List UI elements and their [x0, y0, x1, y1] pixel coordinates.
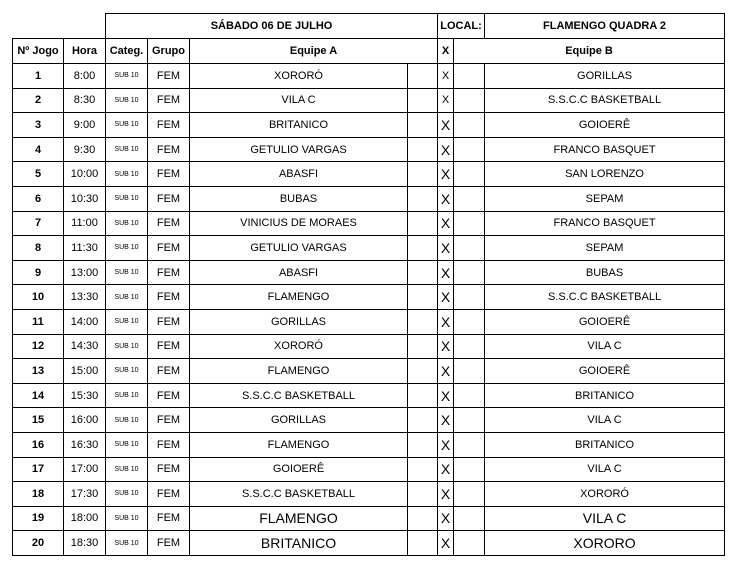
game-category: SUB 10	[106, 432, 148, 457]
team-b: S.S.C.C BASKETBALL	[485, 88, 725, 113]
team-a: FLAMENGO	[190, 506, 408, 531]
versus-mark: X	[438, 408, 454, 433]
game-time: 9:30	[64, 137, 106, 162]
game-number: 3	[13, 113, 64, 138]
game-category: SUB 10	[106, 285, 148, 310]
game-group: FEM	[148, 506, 190, 531]
team-b-score	[454, 186, 485, 211]
game-number: 1	[13, 64, 64, 89]
team-b-score	[454, 113, 485, 138]
team-b-score	[454, 531, 485, 556]
col-grupo: Grupo	[148, 39, 190, 64]
versus-mark: X	[438, 531, 454, 556]
game-time: 17:30	[64, 482, 106, 507]
game-time: 10:00	[64, 162, 106, 187]
game-category: SUB 10	[106, 531, 148, 556]
team-a: BUBAS	[190, 186, 408, 211]
game-number: 16	[13, 432, 64, 457]
game-group: FEM	[148, 64, 190, 89]
team-a: GORILLAS	[190, 309, 408, 334]
table-row	[13, 482, 725, 507]
game-number: 17	[13, 457, 64, 482]
team-a-score	[408, 64, 438, 89]
versus-mark: X	[438, 432, 454, 457]
team-b-score	[454, 236, 485, 261]
team-a-score	[408, 432, 438, 457]
game-category: SUB 10	[106, 113, 148, 138]
team-a: BRITANICO	[190, 113, 408, 138]
team-b-score	[454, 260, 485, 285]
schedule-table	[12, 13, 725, 556]
team-a-score	[408, 482, 438, 507]
col-team-b: Equipe B	[454, 39, 725, 64]
table-row	[13, 531, 725, 556]
game-group: FEM	[148, 88, 190, 113]
game-group: FEM	[148, 359, 190, 384]
team-b: SEPAM	[485, 186, 725, 211]
location-value: FLAMENGO QUADRA 2	[485, 14, 725, 39]
game-group: FEM	[148, 236, 190, 261]
game-category: SUB 10	[106, 334, 148, 359]
versus-mark: X	[438, 506, 454, 531]
game-category: SUB 10	[106, 482, 148, 507]
team-b-score	[454, 64, 485, 89]
column-header-row	[13, 39, 725, 64]
team-a: ABASFI	[190, 260, 408, 285]
table-row	[13, 383, 725, 408]
table-row	[13, 64, 725, 89]
team-a: S.S.C.C BASKETBALL	[190, 482, 408, 507]
game-time: 8:30	[64, 88, 106, 113]
team-b: GOIOERÊ	[485, 359, 725, 384]
team-a-score	[408, 211, 438, 236]
team-b: VILA C	[485, 457, 725, 482]
table-row	[13, 359, 725, 384]
team-b: SEPAM	[485, 236, 725, 261]
game-number: 14	[13, 383, 64, 408]
team-a-score	[408, 137, 438, 162]
game-group: FEM	[148, 531, 190, 556]
versus-mark: X	[438, 137, 454, 162]
team-a: VILA C	[190, 88, 408, 113]
game-number: 7	[13, 211, 64, 236]
versus-mark: X	[438, 186, 454, 211]
versus-mark: X	[438, 211, 454, 236]
team-a: GETULIO VARGAS	[190, 137, 408, 162]
team-a: XORORÓ	[190, 64, 408, 89]
game-category: SUB 10	[106, 137, 148, 162]
game-time: 17:00	[64, 457, 106, 482]
game-group: FEM	[148, 186, 190, 211]
team-a-score	[408, 236, 438, 261]
team-b-score	[454, 334, 485, 359]
table-row	[13, 88, 725, 113]
table-row	[13, 285, 725, 310]
team-a: XORORÓ	[190, 334, 408, 359]
game-group: FEM	[148, 137, 190, 162]
game-group: FEM	[148, 383, 190, 408]
game-group: FEM	[148, 211, 190, 236]
versus-mark: X	[438, 113, 454, 138]
game-group: FEM	[148, 408, 190, 433]
table-row	[13, 211, 725, 236]
team-b-score	[454, 506, 485, 531]
header-blank	[13, 14, 106, 39]
game-category: SUB 10	[106, 64, 148, 89]
game-category: SUB 10	[106, 359, 148, 384]
versus-mark: X	[438, 88, 454, 113]
team-b: XORORÓ	[485, 482, 725, 507]
table-row	[13, 408, 725, 433]
game-time: 15:00	[64, 359, 106, 384]
versus-mark: X	[438, 359, 454, 384]
table-row	[13, 506, 725, 531]
game-time: 9:00	[64, 113, 106, 138]
table-row	[13, 236, 725, 261]
game-group: FEM	[148, 457, 190, 482]
game-group: FEM	[148, 113, 190, 138]
table-row	[13, 137, 725, 162]
game-time: 15:30	[64, 383, 106, 408]
game-group: FEM	[148, 285, 190, 310]
team-a: GETULIO VARGAS	[190, 236, 408, 261]
team-a-score	[408, 88, 438, 113]
game-time: 8:00	[64, 64, 106, 89]
table-row	[13, 162, 725, 187]
team-b-score	[454, 309, 485, 334]
table-row	[13, 334, 725, 359]
game-number: 18	[13, 482, 64, 507]
team-a-score	[408, 383, 438, 408]
game-number: 6	[13, 186, 64, 211]
game-group: FEM	[148, 309, 190, 334]
game-time: 13:30	[64, 285, 106, 310]
versus-mark: X	[438, 309, 454, 334]
team-b: XORORO	[485, 531, 725, 556]
game-number: 15	[13, 408, 64, 433]
team-b: BRITANICO	[485, 432, 725, 457]
team-a-score	[408, 162, 438, 187]
game-category: SUB 10	[106, 162, 148, 187]
team-b: GOIOERÊ	[485, 113, 725, 138]
team-b-score	[454, 432, 485, 457]
versus-mark: X	[438, 162, 454, 187]
col-vs: X	[438, 39, 454, 64]
game-category: SUB 10	[106, 383, 148, 408]
game-time: 18:00	[64, 506, 106, 531]
team-b: FRANCO BASQUET	[485, 211, 725, 236]
team-b: GORILLAS	[485, 64, 725, 89]
game-group: FEM	[148, 482, 190, 507]
team-b: FRANCO BASQUET	[485, 137, 725, 162]
team-a-score	[408, 113, 438, 138]
versus-mark: X	[438, 334, 454, 359]
team-a-score	[408, 359, 438, 384]
game-category: SUB 10	[106, 457, 148, 482]
team-b-score	[454, 383, 485, 408]
game-category: SUB 10	[106, 408, 148, 433]
team-a: BRITANICO	[190, 531, 408, 556]
game-number: 19	[13, 506, 64, 531]
team-b: GOIOERÊ	[485, 309, 725, 334]
team-a-score	[408, 531, 438, 556]
team-b: VILA C	[485, 334, 725, 359]
game-time: 11:30	[64, 236, 106, 261]
game-number: 8	[13, 236, 64, 261]
team-a: VINICIUS DE MORAES	[190, 211, 408, 236]
game-time: 14:00	[64, 309, 106, 334]
team-a-score	[408, 408, 438, 433]
team-b-score	[454, 457, 485, 482]
local-label: LOCAL:	[438, 14, 485, 39]
col-team-a: Equipe A	[190, 39, 438, 64]
game-time: 18:30	[64, 531, 106, 556]
versus-mark: X	[438, 482, 454, 507]
game-time: 14:30	[64, 334, 106, 359]
team-a: S.S.C.C BASKETBALL	[190, 383, 408, 408]
team-b-score	[454, 285, 485, 310]
team-a-score	[408, 457, 438, 482]
game-category: SUB 10	[106, 260, 148, 285]
team-a-score	[408, 334, 438, 359]
game-time: 10:30	[64, 186, 106, 211]
game-group: FEM	[148, 432, 190, 457]
game-number: 2	[13, 88, 64, 113]
table-row	[13, 260, 725, 285]
table-row	[13, 432, 725, 457]
game-category: SUB 10	[106, 506, 148, 531]
team-a: GOIOERÊ	[190, 457, 408, 482]
game-category: SUB 10	[106, 186, 148, 211]
team-b-score	[454, 482, 485, 507]
team-a-score	[408, 309, 438, 334]
game-category: SUB 10	[106, 309, 148, 334]
versus-mark: X	[438, 260, 454, 285]
game-number: 10	[13, 285, 64, 310]
team-a-score	[408, 260, 438, 285]
team-b-score	[454, 162, 485, 187]
game-number: 13	[13, 359, 64, 384]
table-row	[13, 113, 725, 138]
game-category: SUB 10	[106, 88, 148, 113]
versus-mark: X	[438, 457, 454, 482]
game-number: 4	[13, 137, 64, 162]
col-jogo: Nº Jogo	[13, 39, 64, 64]
team-a: FLAMENGO	[190, 359, 408, 384]
team-b: BUBAS	[485, 260, 725, 285]
game-time: 13:00	[64, 260, 106, 285]
header-row	[13, 14, 725, 39]
table-row	[13, 186, 725, 211]
team-b-score	[454, 211, 485, 236]
team-b: VILA C	[485, 408, 725, 433]
team-a-score	[408, 186, 438, 211]
game-category: SUB 10	[106, 236, 148, 261]
versus-mark: X	[438, 64, 454, 89]
game-number: 9	[13, 260, 64, 285]
table-row	[13, 457, 725, 482]
team-b: BRITANICO	[485, 383, 725, 408]
team-b: VILA C	[485, 506, 725, 531]
team-a: FLAMENGO	[190, 285, 408, 310]
game-time: 16:30	[64, 432, 106, 457]
team-a-score	[408, 506, 438, 531]
team-a: ABASFI	[190, 162, 408, 187]
game-number: 11	[13, 309, 64, 334]
versus-mark: X	[438, 285, 454, 310]
table-row	[13, 309, 725, 334]
team-b-score	[454, 137, 485, 162]
game-category: SUB 10	[106, 211, 148, 236]
game-number: 20	[13, 531, 64, 556]
versus-mark: X	[438, 383, 454, 408]
team-b: SAN LORENZO	[485, 162, 725, 187]
game-group: FEM	[148, 260, 190, 285]
team-a: GORILLAS	[190, 408, 408, 433]
col-hora: Hora	[64, 39, 106, 64]
col-categ: Categ.	[106, 39, 148, 64]
versus-mark: X	[438, 236, 454, 261]
date-title: SÁBADO 06 DE JULHO	[106, 14, 438, 39]
game-number: 5	[13, 162, 64, 187]
team-b-score	[454, 88, 485, 113]
game-group: FEM	[148, 334, 190, 359]
team-b: S.S.C.C BASKETBALL	[485, 285, 725, 310]
game-time: 11:00	[64, 211, 106, 236]
team-b-score	[454, 359, 485, 384]
team-a: FLAMENGO	[190, 432, 408, 457]
game-time: 16:00	[64, 408, 106, 433]
team-b-score	[454, 408, 485, 433]
team-a-score	[408, 285, 438, 310]
game-number: 12	[13, 334, 64, 359]
game-group: FEM	[148, 162, 190, 187]
